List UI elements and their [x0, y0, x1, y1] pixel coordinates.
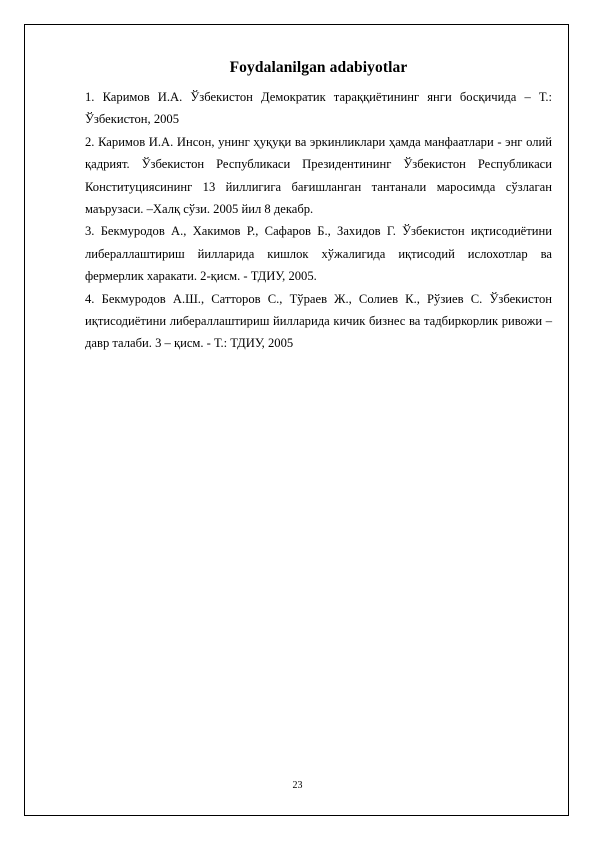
- reference-item-1: 1. Каримов И.А. Ўзбекистон Демократик тараққиётининг янги босқичида – Т.: Ўзбекистон, 2005: [85, 90, 552, 127]
- page-number: 23: [292, 780, 303, 791]
- page-title: Foydalanilgan adabiyotlar: [229, 59, 408, 76]
- document-body: [85, 58, 552, 355]
- reference-item-4: 4. Бекмуродов А.Ш., Сатторов С., Тўраев Ж., Солиев К., Рўзиев С. Ўзбекистон иқтисодиётини либераллаштириш йилларида кичик бизнес ва тадбиркорлик ривожи – давр талаби. 3 – қисм. - Т.: ТДИУ, 2005: [85, 291, 552, 351]
- reference-item-2: 2. Каримов И.А. Инсон, унинг ҳуқуқи ва эркинликлари ҳамда манфаатлари - энг олий қадрият. Ўзбекистон Республикаси Президентининг Ўзбекистон Республикаси Конституциясининг 13 йиллигига бағишланган тантанали маросимда сўзлаган маърузаси. –Халқ сўзи. 2005 йил 8 декабр.: [85, 134, 552, 217]
- reference-item-3: 3. Бекмуродов А., Хакимов Р., Сафаров Б., Захидов Г. Ўзбекистон иқтисодиётини либераллаштириш йилларида кишлок хўжалигида иқтисодий ислохотлар ва фермерлик харакати. 2-қисм. - ТДИУ, 2005.: [85, 224, 552, 284]
